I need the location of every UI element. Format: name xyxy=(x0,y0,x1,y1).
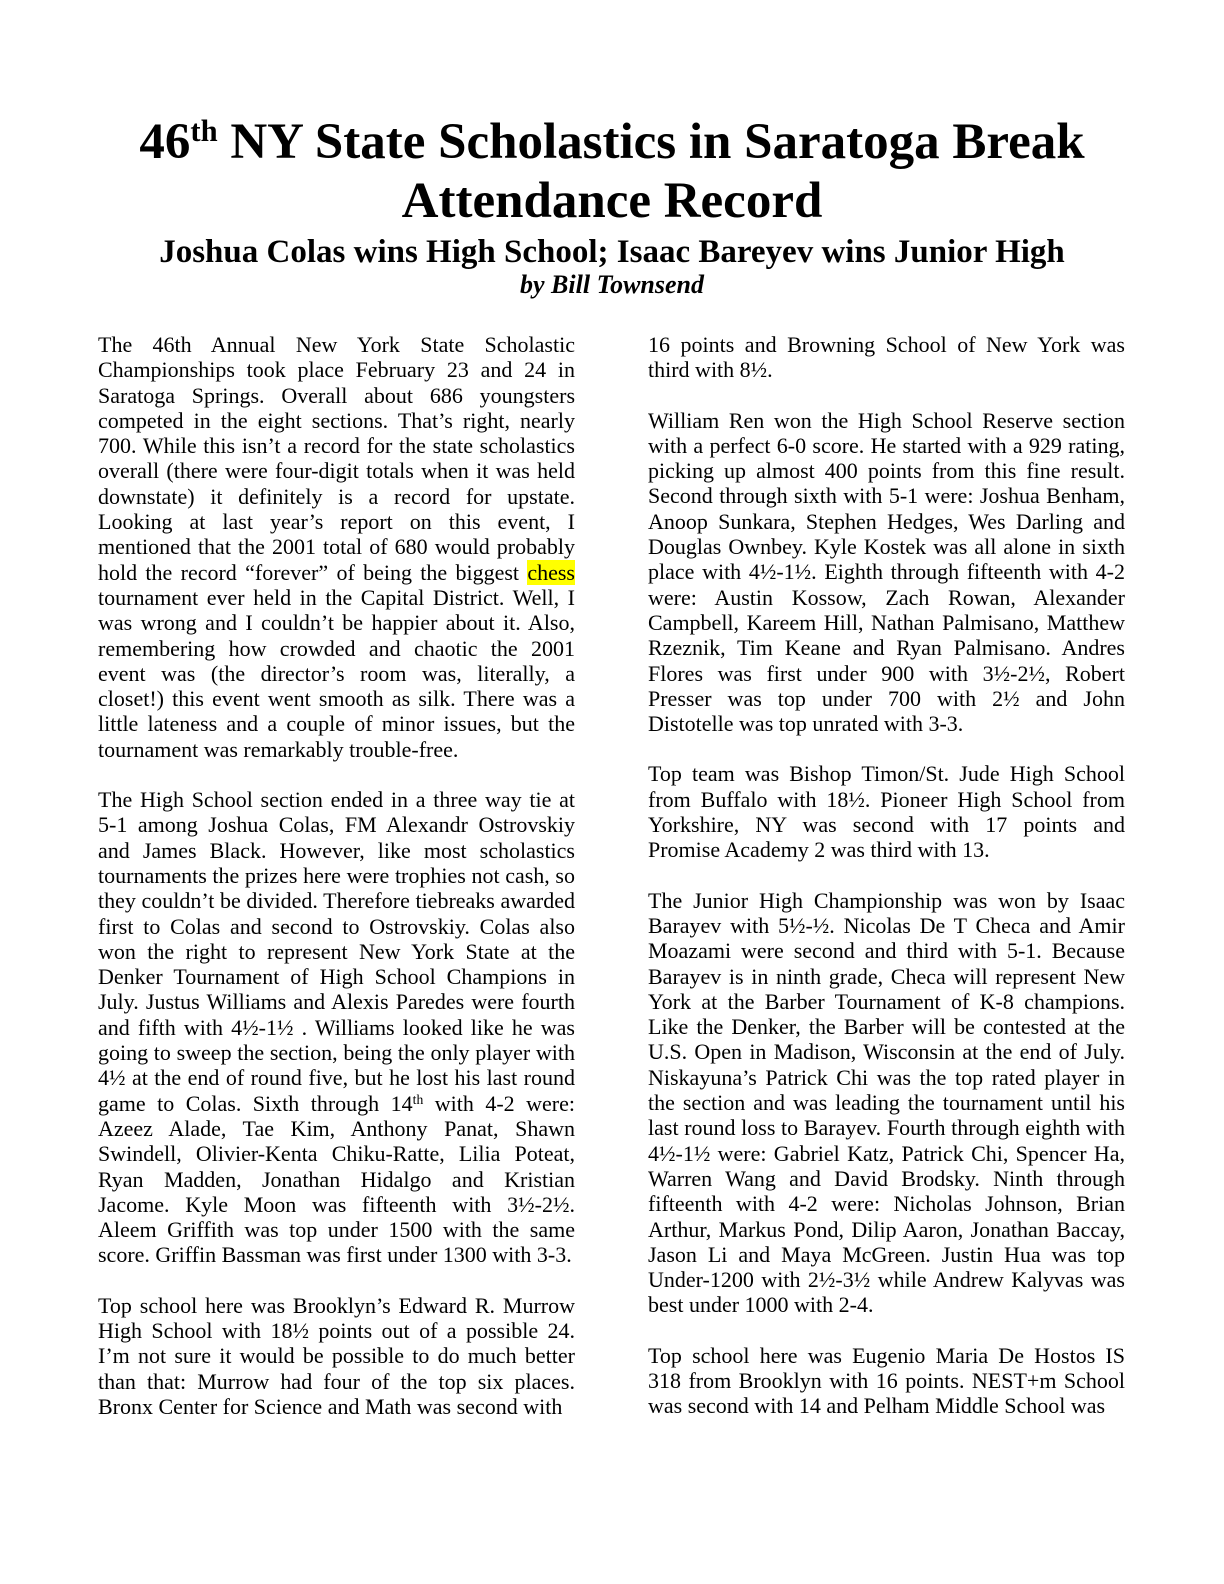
paragraph-text: The Junior High Championship was won by Isaac Barayev with 5½-½. Nicolas De T Checa and Amir Moazami were second and third with 5-1. Because Barayev is in ninth grade, Checa will represent New York at the Barber Tournament of K-8 champions. Like the Denker, the Barber will be contested at the U.S. Open in Madison, Wisconsin at the end of July. Niskayuna’s Patrick Chi was the top rated player in the section and was leading the tournament until his last round loss to Barayev. Fourth through eighth with 4½-1½ were: Gabriel Katz, Patrick Chi, Spencer Ha, Warren Wang and David Brodsky. Ninth through fifteenth with 4-2 were: Nicholas Johnson, Brian Arthur, Markus Pond, Dilip Aaron, Jonathan Baccay, Jason Li and Maya McGreen. Justin Hua was top Under-1200 with 2½-3½ while Andrew Kalyvas was best under 1000 with 2-4. xyxy=(648,887,1125,1318)
title-ordinal-suffix: th xyxy=(190,114,218,149)
paragraph-text: The 46th Annual New York State Scholastic Championships took place February 23 and 24 in Saratoga Springs. Overall about 686 youngsters competed in the eight sections. That’s right, nearly 700. While this isn’t a record for the state scholastics overall (there were four-digit totals when it was held downstate) it definitely is a record for upstate. Looking at last year’s report on this event, I mentioned that the 2001 total of 680 would probably hold the record “forever” of being the biggest xyxy=(98,332,575,585)
article-paragraph xyxy=(648,888,1125,1318)
highlighted-text: chess xyxy=(527,559,575,585)
article-body xyxy=(98,332,1125,1419)
article-header xyxy=(0,0,1224,300)
paragraph-text: Top team was Bishop Timon/St. Jude High School from Buffalo with 18½. Pioneer High School from Yorkshire, NY was second with 17 points and Promise Academy 2 was third with 13. xyxy=(648,761,1125,863)
article-paragraph xyxy=(648,761,1125,862)
article-subtitle: Joshua Colas wins High School; Isaac Bareyev wins Junior High xyxy=(159,234,1065,270)
title-number: 46 xyxy=(139,114,191,170)
right-column xyxy=(648,332,1125,1419)
article-paragraph xyxy=(648,332,1125,383)
paragraph-text: Top school here was Eugenio Maria De Hostos IS 318 from Brooklyn with 16 points. NEST+m School was second with 14 and Pelham Middle School was xyxy=(648,1342,1125,1419)
paragraph-text: tournament ever held in the Capital District. Well, I was wrong and I couldn’t be happier about it. Also, remembering how crowded and chaotic the 2001 event was (the director’s room was, literally, a closet!) this event went smooth as silk. There was a little lateness and a couple of minor issues, but the tournament was remarkably trouble-free. xyxy=(98,584,575,762)
title-line-2: Attendance Record xyxy=(401,173,823,229)
article-paragraph xyxy=(648,408,1125,737)
article-paragraph xyxy=(98,332,575,762)
title-line-1-text: NY State Scholastics in Saratoga Break xyxy=(217,114,1085,170)
paragraph-text: with 4-2 were: Azeez Alade, Tae Kim, Anthony Panat, Shawn Swindell, Olivier-Kenta Chiku-Ratte, Lilia Poteat, Ryan Madden, Jonathan Hidalgo and Kristian Jacome. Kyle Moon was fifteenth with 3½-2½. Aleem Griffith was top under 1500 with the same score. Griffin Bassman was first under 1300 with 3-3. xyxy=(98,1090,576,1268)
article-paragraph xyxy=(648,1343,1125,1419)
superscript-text: th xyxy=(412,1091,424,1107)
article-title xyxy=(0,113,1224,231)
paragraph-text: William Ren won the High School Reserve section with a perfect 6-0 score. He started with a 929 rating, picking up almost 400 points from this fine result. Second through sixth with 5-1 were: Joshua Benham, Anoop Sunkara, Stephen Hedges, Wes Darling and Douglas Ownbey. Kyle Kostek was all alone in sixth place with 4½-1½. Eighth through fifteenth with 4-2 were: Austin Kossow, Zach Rowan, Alexander Campbell, Kareem Hill, Nathan Palmisano, Matthew Rzeznik, Tim Keane and Ryan Palmisano. Andres Flores was first under 900 with 3½-2½, Robert Presser was top under 700 with 2½ and John Distotelle was top unrated with 3-3. xyxy=(648,407,1125,737)
article-paragraph xyxy=(98,1293,575,1419)
paragraph-text: The High School section ended in a three way tie at 5-1 among Joshua Colas, FM Alexandr Ostrovskiy and James Black. However, like most scholastics tournaments the prizes here were trophies not cash, so they couldn’t be divided. Therefore tiebreaks awarded first to Colas and second to Ostrovskiy. Colas also won the right to represent New York State at the Denker Tournament of High School Champions in July. Justus Williams and Alexis Paredes were fourth and fifth with 4½-1½ . Williams looked like he was going to sweep the section, being the only player with 4½ at the end of round five, but he lost his last round game to Colas. Sixth through 14 xyxy=(98,787,575,1116)
article-byline: by Bill Townsend xyxy=(520,270,704,299)
left-column xyxy=(98,332,575,1419)
title-line-1 xyxy=(0,113,1224,172)
paragraph-text: 16 points and Browning School of New York was third with 8½. xyxy=(648,332,1125,383)
paragraph-text: Top school here was Brooklyn’s Edward R. Murrow High School with 18½ points out of a possible 24. I’m not sure it would be possible to do much better than that: Murrow had four of the top six places. Bronx Center for Science and Math was second with xyxy=(98,1292,575,1419)
article-paragraph xyxy=(98,787,575,1268)
